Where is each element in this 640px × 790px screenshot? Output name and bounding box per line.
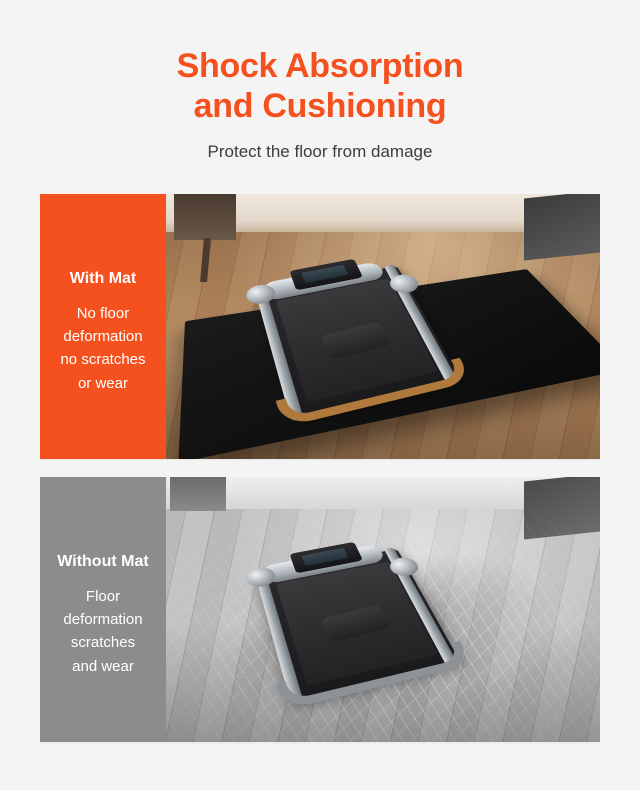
page-title-line-2: and Cushioning <box>193 87 447 126</box>
furniture-left <box>174 194 236 240</box>
comparison-panels <box>40 194 600 742</box>
treadmill-display-screen <box>302 265 349 283</box>
panel-without-mat-heading: Without Mat <box>57 553 149 571</box>
page-title-line-1: Shock Absorption <box>176 47 464 85</box>
panel-with-mat <box>40 194 600 459</box>
header <box>0 0 640 162</box>
panel-with-mat-description-line-1: No floor <box>76 304 130 322</box>
panel-with-mat-heading: With Mat <box>69 270 137 288</box>
furniture-right <box>524 194 600 261</box>
panel-with-mat-photo <box>166 194 600 459</box>
panel-without-mat-label-column <box>40 477 166 742</box>
panel-without-mat-description-line-2: deformation <box>63 611 143 629</box>
panel-without-mat-description-line-3: scratches <box>70 634 136 652</box>
panel-with-mat-label-column <box>40 194 166 459</box>
panel-without-mat-description <box>57 585 148 678</box>
treadmill-display-screen <box>302 548 349 566</box>
panel-with-mat-description-line-3: no scratches <box>60 351 146 369</box>
panel-without-mat-description-line-1: Floor <box>85 587 121 605</box>
page-title <box>90 46 550 126</box>
panel-without-mat <box>40 477 600 742</box>
panel-with-mat-description <box>54 302 151 395</box>
page-subtitle: Protect the floor from damage <box>207 142 433 162</box>
panel-with-mat-description-line-4: or wear <box>77 374 128 392</box>
panel-without-mat-description-line-4: and wear <box>72 657 134 675</box>
panel-with-mat-description-line-2: deformation <box>63 328 143 346</box>
panel-without-mat-photo <box>166 477 600 742</box>
